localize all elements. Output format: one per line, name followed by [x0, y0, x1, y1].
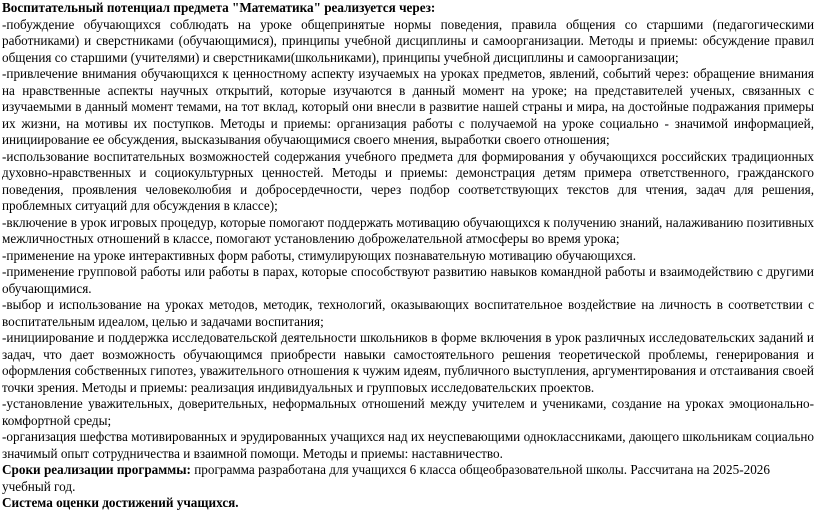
paragraph-group-work: -применение групповой работы или работы в парах, которые способствуют развитию навыков командной работы и взаимодействию с другими обучающимися. — [2, 264, 814, 296]
paragraph-mentoring: -организация шефства мотивированных и эрудированных учащихся над их неуспевающими одноклассниками, дающего школьникам социально значимый опыт сотрудничества и взаимной помощи. Методы и приемы: наставничество. — [2, 429, 814, 461]
paragraph-game-procedures: -включение в урок игровых процедур, которые помогают поддержать мотивацию обучающихся к получению знаний, налаживанию позитивных межличностных отношений в классе, помогают установлению доброжелательной атмосферы во время урока; — [2, 214, 814, 246]
paragraph-norms: -побуждение обучающихся соблюдать на уроке общепринятые нормы поведения, правила общения со старшими (педагогическими работниками) и сверстниками (обучающимися), принципы учебной дисциплины и самоорганизации. Методы и приемы: обсуждение правил общения со старшими (учителями) и сверстниками(школьниками), принципы учебной дисциплины и самоорганизации; — [2, 16, 814, 65]
timeline-text: программа разработана для учащихся 6 класса общеобразовательной школы. Рассчитана на 2025-2026 учебный год. — [2, 462, 770, 494]
paragraph-values-attention: -привлечение внимания обучающихся к ценностному аспекту изучаемых на уроках предметов, явлений, событий через: обращение внимания на нравственные аспекты научных открытий, которые изучаются в данный момент на уроке; на представителей ученых, связанных с изучаемыми в данный момент темами, на тот вклад, который они внесли в развитие нашей страны и мира, на достойные подражания примеры их жизни, на мотивы их поступков. Методы и приемы: организация работы с получаемой на уроке социально - значимой информацией, инициирование ее обсуждения, высказывания обучающимися своего мнения, выработки своего отношения; — [2, 66, 814, 147]
paragraph-methods-choice: -выбор и использование на уроках методов, методик, технологий, оказывающих воспитательное воздействие на личность в соответствии с воспитательным идеалом, целью и задачами воспитания; — [2, 297, 814, 329]
paragraph-research-activity: -инициирование и поддержка исследовательской деятельности школьников в форме включения в урок различных исследовательских заданий и задач, что дает возможность обучающимся приобрести навыки самостоятельного решения теоретической проблемы, генерирования и оформления собственных гипотез, уважительного отношения к чужим идеям, публичного выступления, аргументирования и отстаивания своей точки зрения. Методы и приемы: реализация индивидуальных и групповых исследовательских проектов. — [2, 330, 814, 395]
paragraph-interactive-forms: -применение на уроке интерактивных форм работы, стимулирующих познавательную мотивацию обучающихся. — [2, 247, 637, 263]
assessment-heading: Система оценки достижений учащихся. — [2, 495, 239, 510]
section-heading: Воспитательный потенциал предмета "Математика" реализуется через: — [2, 0, 436, 15]
paragraph-educational-content: -использование воспитательных возможностей содержания учебного предмета для формирования у обучающихся российских традиционных духовно-нравственных и социокультурных ценностей. Методы и приемы: демонстрация детям примера ответственного, гражданского поведения, проявления человеколюбия и добросердечности, через подбор соответствующих текстов для чтения, задач для решения, проблемных ситуаций для обсуждения в классе); — [2, 148, 814, 213]
timeline-paragraph — [2, 462, 814, 495]
paragraph-relationships: -установление уважительных, доверительных, неформальных отношений между учителем и учениками, создание на уроках эмоционально-комфортной среды; — [2, 396, 814, 428]
timeline-label: Сроки реализации программы: — [2, 462, 191, 477]
